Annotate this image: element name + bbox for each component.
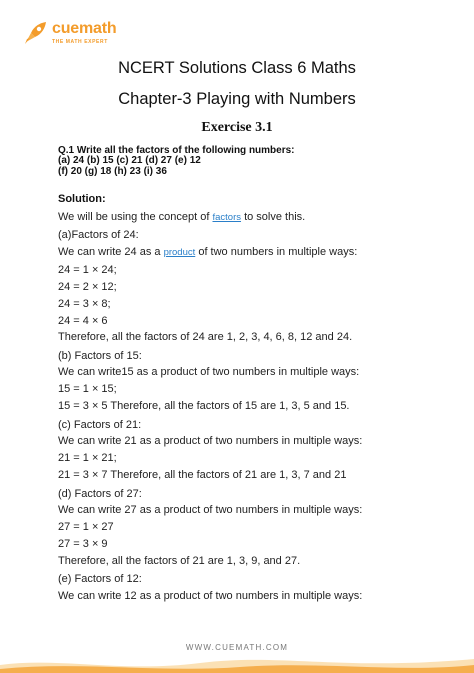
intro-text-end: to solve this.: [241, 211, 306, 223]
part-d-equation-1: 27 = 1 × 27: [58, 521, 114, 533]
brand-name: cuemath: [52, 20, 117, 37]
chapter-title: Chapter-3 Playing with Numbers: [118, 90, 356, 108]
part-a-title: (a)Factors of 24:: [58, 229, 139, 241]
part-a-result: Therefore, all the factors of 24 are 1, 2, 3, 4, 6, 8, 12 and 24.: [58, 331, 353, 343]
part-d-equation-2: 27 = 3 × 9: [58, 538, 108, 550]
part-b-title: (b) Factors of 15:: [58, 350, 142, 362]
part-e-title: (e) Factors of 12:: [58, 573, 142, 585]
part-a-equation-1: 24 = 1 × 24;: [58, 264, 117, 276]
part-a-text-end: of two numbers in multiple ways:: [195, 246, 358, 258]
part-b-intro: We can write15 as a product of two numbers in multiple ways:: [58, 366, 360, 378]
solution-heading: Solution:: [58, 193, 106, 205]
part-a-equation-4: 24 = 4 × 6: [58, 315, 108, 327]
part-e-intro: We can write 12 as a product of two numbers in multiple ways:: [58, 590, 363, 602]
question-line-3: (f) 20 (g) 18 (h) 23 (i) 36: [58, 166, 167, 177]
intro-text: We will be using the concept of: [58, 211, 213, 223]
factors-link[interactable]: factors: [212, 212, 242, 223]
question-line-2: (a) 24 (b) 15 (c) 21 (d) 27 (e) 12: [58, 155, 201, 166]
part-c-intro: We can write 21 as a product of two numbers in multiple ways:: [58, 435, 363, 447]
part-a-intro: [58, 246, 357, 258]
part-d-result: Therefore, all the factors of 21 are 1, 3, 9, and 27.: [58, 555, 301, 567]
part-c-equation-1: 21 = 1 × 21;: [58, 452, 117, 464]
part-a-equation-3: 24 = 3 × 8;: [58, 298, 111, 310]
part-b-equation-1: 15 = 1 × 15;: [58, 383, 117, 395]
part-d-intro: We can write 27 as a product of two numbers in multiple ways:: [58, 504, 363, 516]
part-c-equation-2: 21 = 3 × 7 Therefore, all the factors of 21 are 1, 3, 7 and 21: [58, 469, 347, 481]
footer-url[interactable]: WWW.CUEMATH.COM: [185, 643, 289, 652]
brand-logo: [22, 20, 142, 48]
part-a-equation-2: 24 = 2 × 12;: [58, 281, 117, 293]
solution-intro: [58, 211, 305, 223]
part-d-title: (d) Factors of 27:: [58, 488, 142, 500]
part-b-equation-2: 15 = 3 × 5 Therefore, all the factors of 15 are 1, 3, 5 and 15.: [58, 400, 350, 412]
part-a-text: We can write 24 as a: [58, 246, 164, 258]
part-c-title: (c) Factors of 21:: [58, 419, 142, 431]
rocket-icon: [22, 20, 48, 46]
exercise-title: Exercise 3.1: [201, 120, 273, 135]
page-footer: [0, 643, 474, 670]
footer-wave-decoration: [0, 649, 474, 673]
product-link[interactable]: product: [163, 247, 196, 258]
question-line-1: Q.1 Write all the factors of the following numbers:: [58, 145, 295, 156]
brand-tagline: THE MATH EXPERT: [52, 39, 108, 45]
page-title: NCERT Solutions Class 6 Maths: [118, 59, 356, 77]
